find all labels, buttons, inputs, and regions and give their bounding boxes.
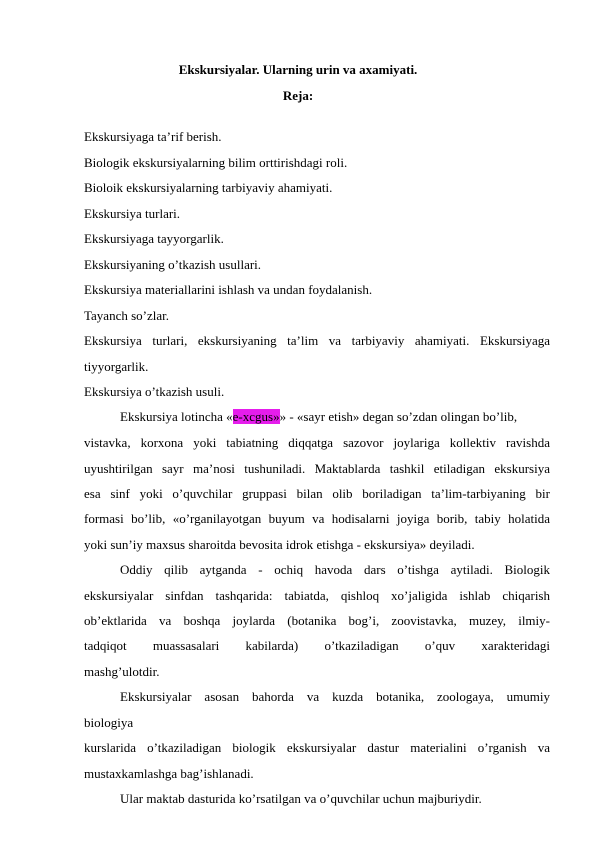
plan-item: Ekskursiyaga tayyorgarlik.	[84, 231, 224, 246]
text-segment: » - «sayr etish» degan so’zdan olingan bo’lib,	[279, 409, 518, 424]
paragraph-line: biologiya	[84, 715, 134, 730]
document-title: Ekskursiyalar. Ularning urin va axamiyati.	[178, 62, 418, 77]
plan-item: Tayanch so’zlar.	[84, 308, 169, 323]
paragraph-line	[120, 409, 517, 425]
paragraph-line: mustaxkamlashga bag’ishlanadi.	[84, 766, 254, 781]
paragraph-line: kurslarida o’tkaziladigan biologik ekskursiyalar dastur materialini o’rganish va	[84, 740, 550, 755]
keywords-line: tiyyorgarlik.	[84, 359, 149, 374]
paragraph-line: esa sinf yoki o’quvchilar gruppasi bilan olib boriladigan ta’lim-tarbiyaning bir	[84, 486, 550, 501]
paragraph-line: yoki sun’iy maxsus sharoitda bevosita idrok etishga - ekskursiya» deyiladi.	[84, 537, 475, 552]
paragraph-line: tadqiqot muassasalari kabilarda) o’tkaziladigan o’quv xarakteridagi	[84, 638, 550, 653]
keywords-line: Ekskursiya turlari, ekskursiyaning ta’lim va tarbiyaviy ahamiyati. Ekskursiyaga	[84, 333, 550, 348]
paragraph-line: Ular maktab dasturida ko’rsatilgan va o’quvchilar uchun majburiydir.	[120, 791, 482, 806]
paragraph-line: ekskursiyalar sinfdan tashqarida: tabiatda, qishloq xo’jaligida ishlab chiqarish	[84, 588, 550, 603]
paragraph-line: vistavka, korxona yoki tabiatning diqqatga sazovor joylariga kollektiv ravishda	[84, 435, 550, 450]
paragraph-line: ob’ektlarida va boshqa joylarda (botanika bog’i, zoovistavka, muzey, ilmiy-	[84, 613, 550, 628]
plan-item: Biologik ekskursiyalarning bilim orttirishdagi roli.	[84, 155, 348, 170]
paragraph-line: Oddiy qilib aytganda - ochiq havoda dars o’tishga aytiladi. Biologik	[120, 562, 550, 577]
paragraph-line: formasi bo’lib, «o’rganilayotgan buyum va hodisalarni joyiga borib, tabiy holatida	[84, 511, 550, 526]
keywords-line: Ekskursiya o’tkazish usuli.	[84, 384, 225, 399]
highlighted-term: e-xcgus»	[232, 409, 280, 424]
paragraph-line: mashg’ulotdir.	[84, 664, 160, 679]
paragraph-line: Ekskursiyalar asosan bahorda va kuzda botanika, zoologaya, umumiy	[120, 689, 550, 704]
plan-item: Bioloik ekskursiyalarning tarbiyaviy ahamiyati.	[84, 180, 333, 195]
text-segment: Ekskursiya lotincha «	[120, 409, 233, 424]
paragraph-line: uyushtirilgan sayr ma’nosi tushuniladi. Maktablarda tashkil etiladigan ekskursiya	[84, 461, 550, 476]
plan-heading: Reja:	[282, 88, 314, 103]
plan-item: Ekskursiya materiallarini ishlash va undan foydalanish.	[84, 282, 373, 297]
plan-item: Ekskursiya turlari.	[84, 206, 181, 221]
plan-item: Ekskursiyaga ta’rif berish.	[84, 129, 222, 144]
plan-item: Ekskursiyaning o’tkazish usullari.	[84, 257, 262, 272]
